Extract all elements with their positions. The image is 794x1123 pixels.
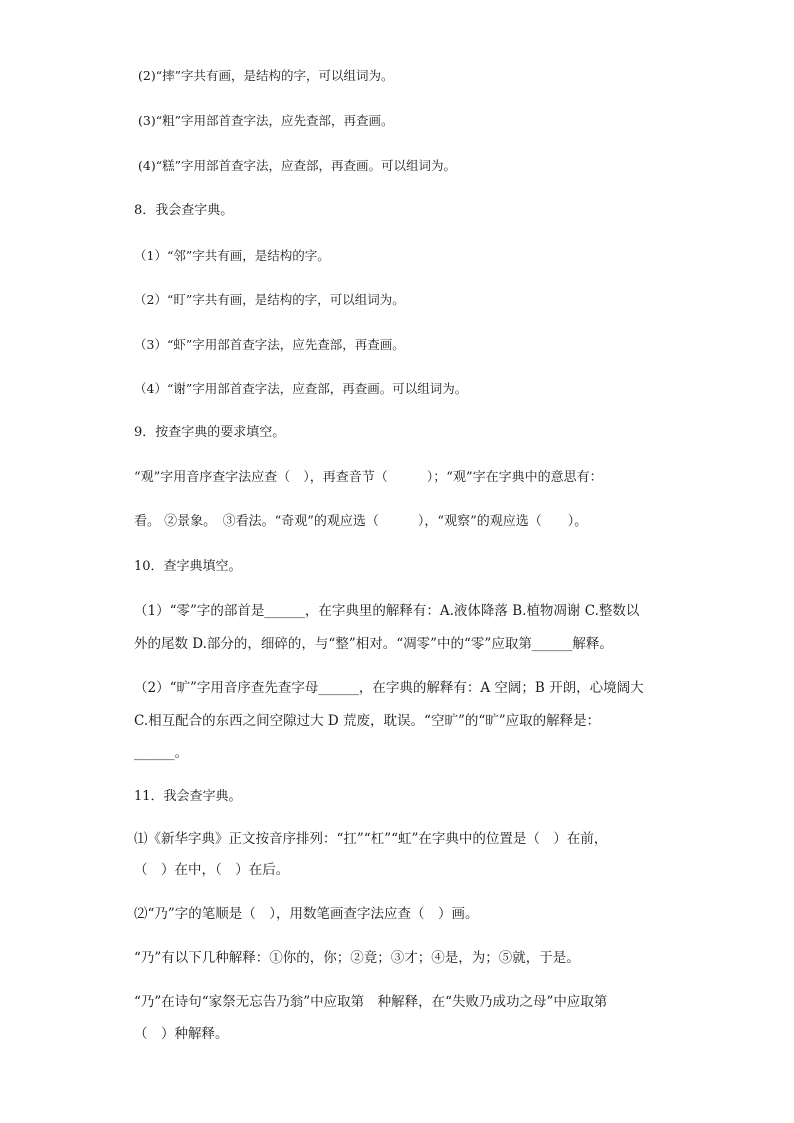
q11-part1-line-1: ⑴《新华字典》正文按音序排列：“扛”“杠”“虹”在字典中的位置是（ ）在前， — [134, 831, 608, 847]
q8-item-1: （1）“邻”字共有画，是结构的字。 — [134, 248, 330, 263]
q10-title: 10．查字典填空。 — [134, 559, 242, 574]
q9-title: 9．按查字典的要求填空。 — [134, 425, 286, 440]
q11-part2-line-4: （ ）种解释。 — [134, 1026, 229, 1042]
q8-item-2: （2）“盯”字共有画，是结构的字，可以组词为。 — [134, 292, 405, 307]
q7-item-2: (2)“摔”字共有画，是结构的字，可以组词为。 — [138, 68, 394, 83]
q10-part2-line-1: （2）“旷”字用音序查先查字母______，在字典的解释有：A 空阔；B 开朗，心境阔大 — [134, 680, 644, 696]
q11-part2-line-3: “乃”在诗句“家祭无忘告乃翁”中应取第 种解释，在“失败乃成功之母”中应取第 — [134, 994, 608, 1010]
q10-part1-line-2: 外的尾数 D.部分的，细碎的，与“整”相对。“凋零”中的“零”应取第______解释。 — [134, 636, 613, 652]
q8-item-3: （3）“虾”字用部首查字法，应先查部，再查画。 — [134, 337, 405, 352]
q10-part1-line-1: （1）“零”字的部首是______，在字典里的解释有：A.液体降落 B.植物凋谢 C.整数以 — [134, 603, 640, 619]
q9-line-1: “观”字用音序查字法应查（ ），再查音节（ ）；“观”字在字典中的意思有： — [134, 470, 603, 485]
q9-line-2: 看。 ②景象。 ③看法。“奇观”的观应选（ ），“观察”的观应选（ ）。 — [134, 514, 588, 529]
q11-part1-line-2: （ ）在中，（ ）在后。 — [134, 862, 290, 878]
q10-part2-line-2: C.相互配合的东西之间空隙过大 D 荒废，耽误。“空旷”的“旷”应取的解释是： — [134, 713, 601, 729]
q11-part2-line-1: ⑵“乃”字的笔顺是（ ），用数笔画查字法应查（ ）画。 — [134, 906, 479, 922]
q8-title: 8．我会查字典。 — [134, 203, 234, 218]
q10-part2-line-3: ______。 — [134, 745, 188, 761]
q7-item-3: (3)“粗”字用部首查字法，应先查部，再查画。 — [138, 113, 394, 128]
q11-part2-line-2: “乃”有以下几种解释：①你的，你；②竟；③才；④是，为；⑤就，于是。 — [134, 950, 580, 966]
q7-item-4: (4)“糕”字用部首查字法，应查部，再查画。可以组词为。 — [138, 158, 456, 173]
q8-item-4: （4）“谢”字用部首查字法，应查部，再查画。可以组词为。 — [134, 381, 468, 396]
q11-title: 11．我会查字典。 — [134, 789, 242, 804]
